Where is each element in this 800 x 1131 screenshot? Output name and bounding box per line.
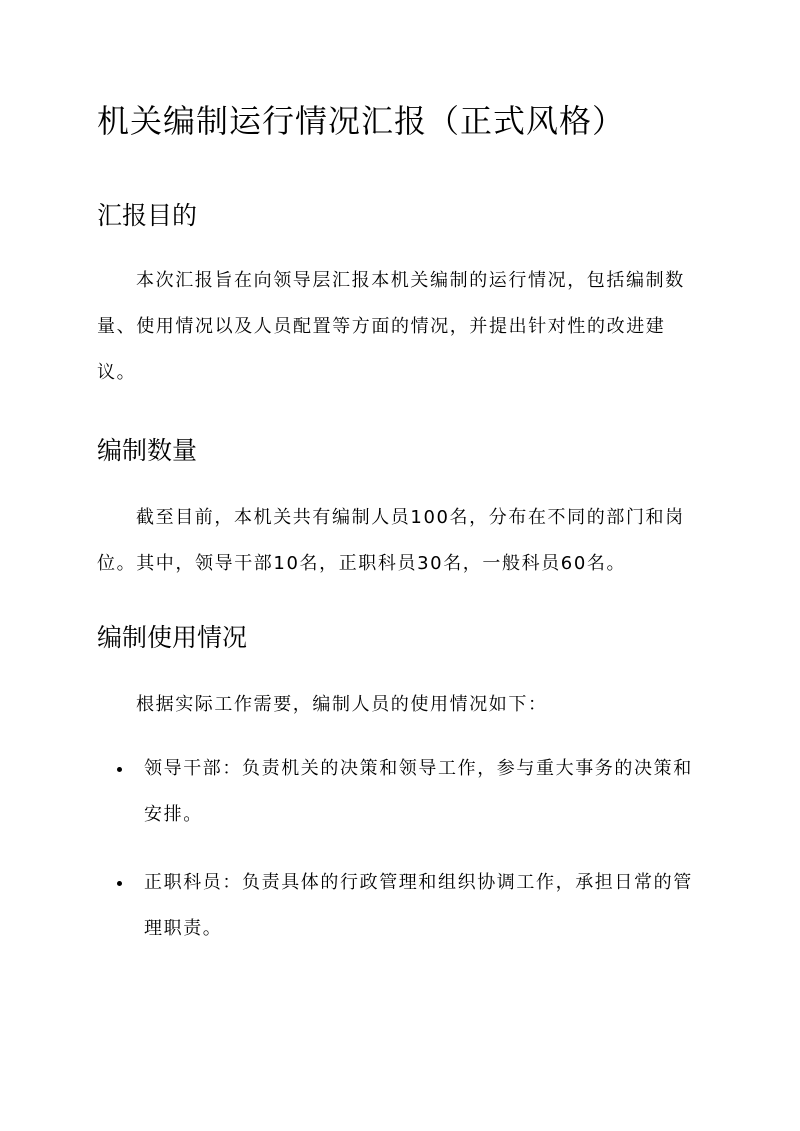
section-heading-quota: 编制数量 xyxy=(97,436,198,465)
section-paragraph-usage: 根据实际工作需要，编制人员的使用情况如下： xyxy=(136,694,548,715)
list-item xyxy=(97,860,701,952)
bullet-icon xyxy=(117,767,122,772)
bullet-icon xyxy=(117,881,122,886)
section-heading-purpose: 汇报目的 xyxy=(97,201,198,230)
section-heading-usage: 编制使用情况 xyxy=(97,623,248,652)
section-paragraph-quota: 截至目前，本机关共有编制人员100名，分布在不同的部门和岗位。其中，领导干部10名，正职科员30名，一般科员60名。 xyxy=(97,507,685,574)
section-paragraph-purpose: 本次汇报旨在向领导层汇报本机关编制的运行情况，包括编制数量、使用情况以及人员配置等方面的情况，并提出针对性的改进建议。 xyxy=(97,270,685,383)
document-title: 机关编制运行情况汇报（正式风格） xyxy=(97,102,626,140)
usage-bullet-list xyxy=(97,746,701,952)
list-item-text: 领导干部：负责机关的决策和领导工作，参与重大事务的决策和安排。 xyxy=(144,758,693,825)
list-item-text: 正职科员：负责具体的行政管理和组织协调工作，承担日常的管理职责。 xyxy=(144,872,693,939)
list-item xyxy=(97,746,701,838)
